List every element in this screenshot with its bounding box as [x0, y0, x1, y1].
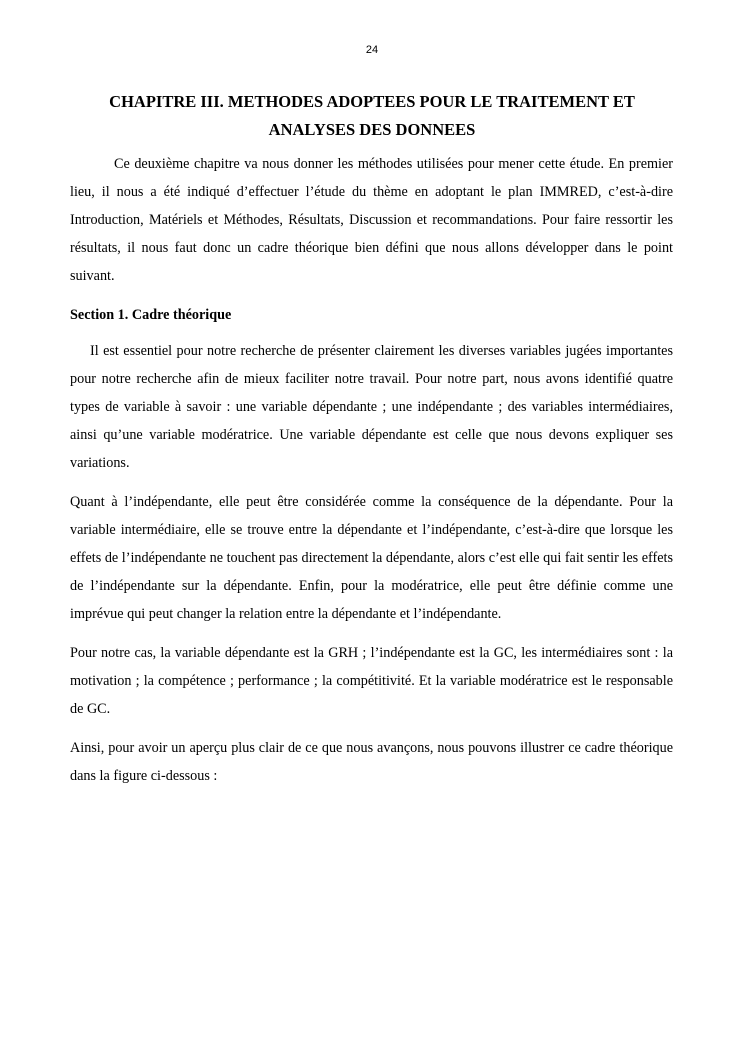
variables-paragraph: Il est essentiel pour notre recherche de présenter clairement les diverses variables jugées importantes pour notre recherche afin de mieux faciliter notre travail. Pour notre part, nous avons identifié quatre types de variable à savoir : une variable dépendante ; une indépendante ; des variables intermédiaires, ainsi qu’une variable modératrice. Une variable dépendante est celle que nous devons expliquer ses variations. — [70, 343, 673, 471]
page-body — [70, 150, 673, 801]
page-number: 24 — [365, 44, 379, 56]
ainsi-paragraph: Ainsi, pour avoir un aperçu plus clair de ce que nous avançons, nous pouvons illustrer ce cadre théorique dans la figure ci-dessous : — [70, 740, 673, 784]
intro-paragraph: Ce deuxième chapitre va nous donner les méthodes utilisées pour mener cette étude. En premier lieu, il nous a été indiqué d’effectuer l’étude du thème en adoptant le plan IMMRED, c’est-à-dire Introduction, Matériels et Méthodes, Résultats, Discussion et recommandations. Pour faire ressortir les résultats, il nous faut donc un cadre théorique bien défini que nous allons développer dans le point suivant. — [70, 156, 673, 284]
section-heading: Section 1. Cadre théorique — [70, 307, 232, 323]
independante-paragraph: Quant à l’indépendante, elle peut être considérée comme la conséquence de la dépendante. Pour la variable intermédiaire, elle se trouve entre la dépendante et l’indépendante, c’est-à-dire que lorsque les effets de l’indépendante ne touchent pas directement la dépendante, alors c’est elle qui fait sentir les effets de l’indépendante sur la dépendante. Enfin, pour la modératrice, elle peut être définie comme une imprévue qui peut changer la relation entre la dépendante et l’indépendante. — [70, 494, 673, 622]
notre-cas-paragraph: Pour notre cas, la variable dépendante est la GRH ; l’indépendante est la GC, les intermédiaires sont : la motivation ; la compétence ; performance ; la compétitivité. Et la variable modératrice est le responsable de GC. — [70, 645, 673, 717]
chapter-title: CHAPITRE III. METHODES ADOPTEES POUR LE TRAITEMENT ET ANALYSES DES DONNEES — [109, 92, 635, 139]
